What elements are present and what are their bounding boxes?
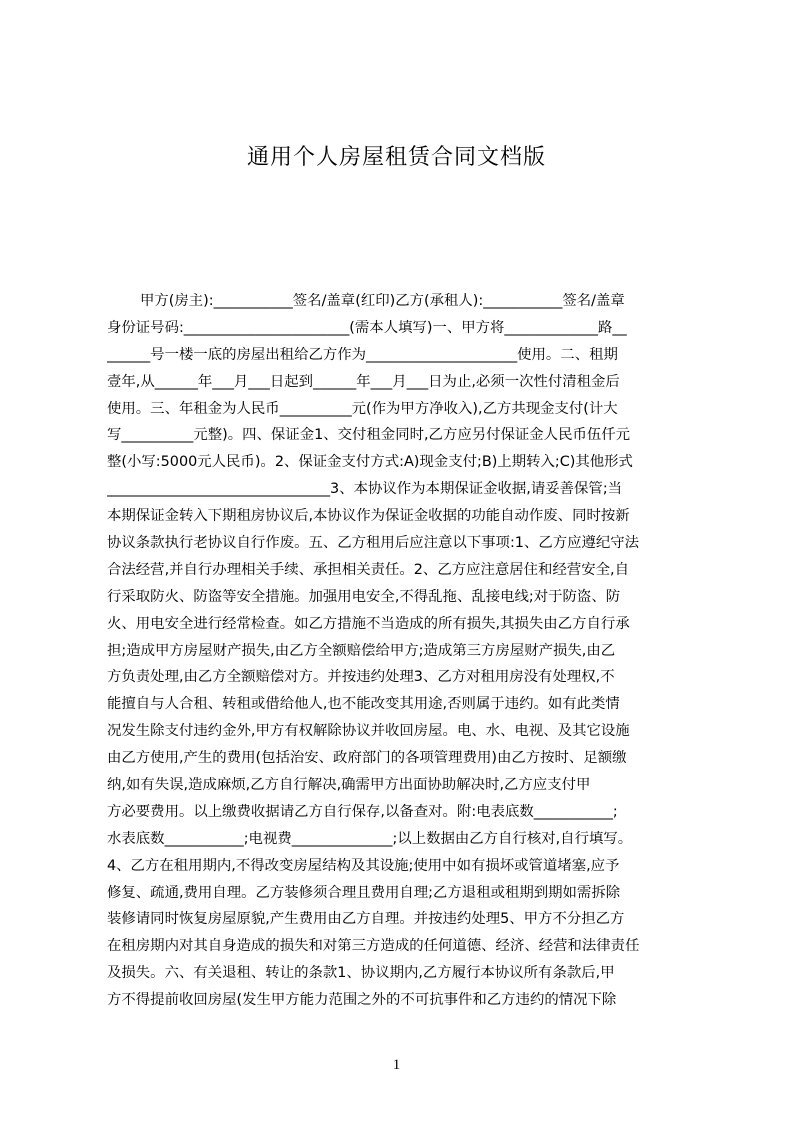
contract-body: [107, 288, 699, 1014]
text-line: 方必要费用。以上缴费收据请乙方自行保存,以备查对。附:电表底数___________;: [107, 803, 618, 820]
text-line: 纳,如有失误,造成麻烦,乙方自行解决,确需甲方出面协助解决时,乙方应支付甲: [107, 777, 591, 794]
text-line: 使用。三、年租金为人民币__________元(作为甲方净收入),乙方共现金支付(计大: [107, 400, 618, 417]
text-line: _______________________________3、本协议作为本期保证金收据,请妥善保管;当: [107, 481, 623, 498]
text-line: 况发生除支付违约金外,甲方有权解除协议并收回房屋。电、水、电视、及其它设施: [107, 723, 630, 740]
text-line: ______号一楼一底的房屋出租给乙方作为_____________________使用。二、租期: [107, 346, 618, 363]
document-title: 通用个人房屋租赁合同文档版: [246, 145, 546, 170]
text-line: 及损失。六、有关退租、转让的条款1、协议期内,乙方履行本协议所有条款后,甲: [107, 965, 615, 982]
page-number: 1: [392, 1057, 401, 1073]
text-line: 水表底数___________;电视费______________;以上数据由乙方自行核对,自行填写。: [107, 830, 633, 847]
text-line: 方不得提前收回房屋(发生甲方能力范围之外的不可抗事件和乙方违约的情况下除: [107, 992, 617, 1009]
text-line: 行采取防火、防盗等安全措施。加强用电安全,不得乱拖、乱接电线;对于防盗、防: [107, 588, 621, 605]
text-line: 合法经营,并自行办理相关手续、承担相关责任。2、乙方应注意居住和经营安全,自: [107, 561, 629, 578]
text-line: 整(小写:5000元人民币)。2、保证金支付方式:A)现金支付;B)上期转入;C)其他形式: [107, 454, 633, 471]
text-line: 甲方(房主):___________签名/盖章(红印)乙方(承租人):___________签名/盖章: [140, 293, 625, 309]
text-line: 本期保证金转入下期租房协议后,本协议作为保证金收据的功能自动作废、同时按新: [107, 508, 630, 525]
text-line: 火、用电安全进行经常检查。如乙方措施不当造成的所有损失,其损失由乙方自行承: [107, 615, 630, 632]
text-line: 壹年,从______年___月___日起到______年___月___日为止,必须一次性付清租金后: [107, 373, 620, 390]
text-line: 协议条款执行老协议自行作废。五、乙方租用后应注意以下事项:1、乙方应遵纪守法: [107, 535, 640, 552]
text-line: 修复、疏通,费用自理。乙方装修须合理且费用自理;乙方退租或租期到期如需拆除: [107, 884, 621, 901]
text-line: 担;造成甲方房屋财产损失,由乙方全额赔偿给甲方;造成第三方房屋财产损失,由乙: [107, 642, 616, 659]
text-line: 由乙方使用,产生的费用(包括治安、政府部门的各项管理费用)由乙方按时、足额缴: [107, 750, 627, 767]
text-line: 装修请同时恢复房屋原貌,产生费用由乙方自理。并按违约处理5、甲方不分担乙方: [107, 911, 625, 928]
text-line: 在租房期内对其自身造成的损失和对第三方造成的任何道德、经济、经营和法律责任: [107, 938, 640, 955]
text-line: 4、乙方在租用期内,不得改变房屋结构及其设施;使用中如有损坏或管道堵塞,应予: [107, 857, 620, 874]
text-line: 写__________元整)。四、保证金1、交付租金同时,乙方应另付保证金人民币伍仟元: [107, 427, 631, 444]
text-line: 方负责处理,由乙方全额赔偿对方。并按违约处理3、乙方对租用房没有处理权,不: [107, 669, 615, 686]
text-line: 能擅自与人合租、转租或借给他人,也不能改变其用途,否则属于违约。如有此类情: [107, 696, 620, 713]
text-line: 身份证号码:_______________________(需本人填写)一、甲方将_____________路__: [107, 319, 627, 336]
